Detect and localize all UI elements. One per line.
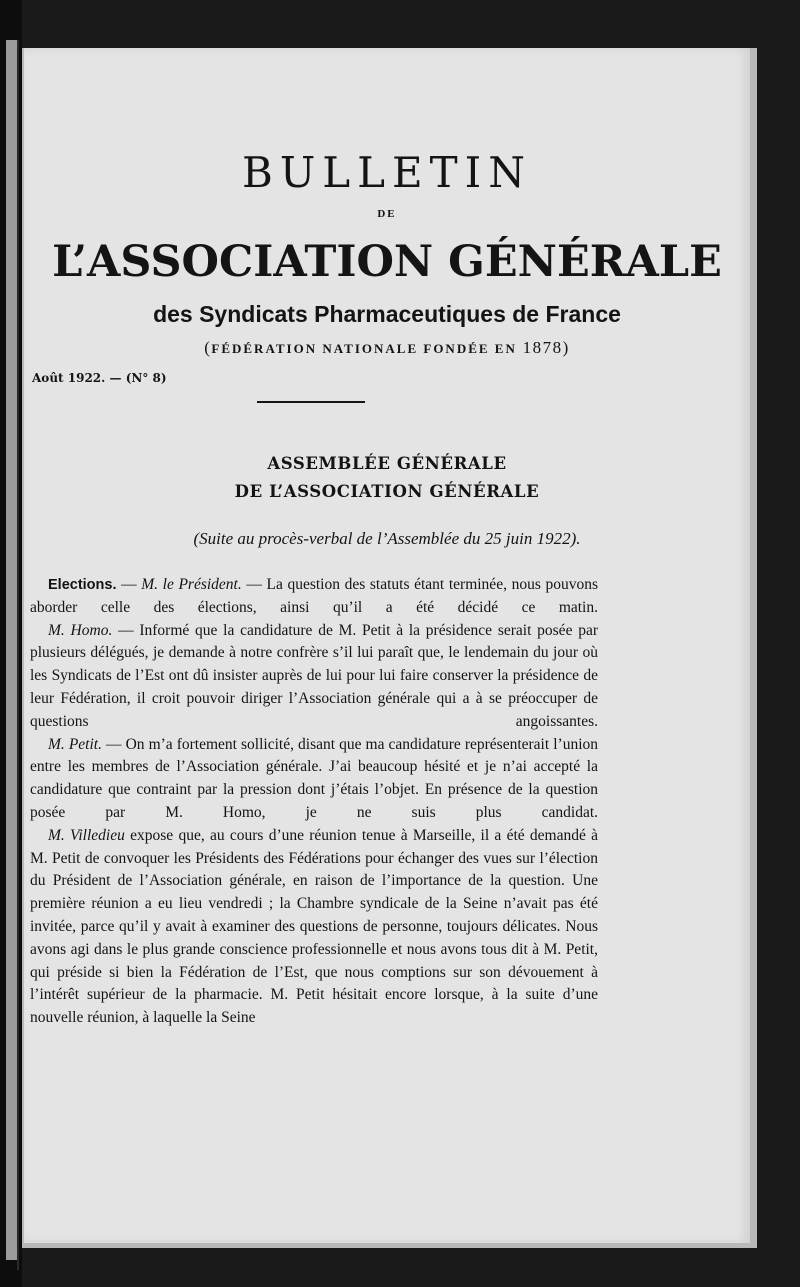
- association-subtitle: des Syndicats Pharmaceutiques de France: [153, 301, 621, 327]
- section-title-line1: ASSEMBLÉE GÉNÉRALE: [267, 454, 507, 473]
- federation-line: [24, 338, 750, 358]
- separator: —: [116, 576, 142, 593]
- title-divider: [257, 401, 365, 403]
- section-subtitle: (Suite au procès-verbal de l’Assemblée du 25 juin 1922).: [193, 529, 581, 548]
- document-page: [24, 48, 750, 1243]
- binding-gutter-line: [17, 40, 19, 1270]
- paragraph-elections: [30, 574, 598, 620]
- speaker-name: M. Petit.: [48, 735, 102, 753]
- section-title-line2: DE L’ASSOCIATION GÉNÉRALE: [234, 482, 540, 501]
- federation-year: 1878): [522, 338, 570, 357]
- issue-date: Août 1922. — (N° 8): [32, 371, 167, 385]
- title-connector: DE: [377, 208, 397, 220]
- paragraph-homo: [30, 620, 598, 734]
- paragraph-villedieu: [30, 825, 598, 1030]
- speaker-name: M. le Président.: [141, 576, 242, 593]
- paragraph-petit: [30, 734, 598, 825]
- association-title: L’ASSOCIATION GÉNÉRALE: [52, 237, 722, 287]
- paragraph-label: Elections.: [48, 577, 117, 593]
- speaker-name: M. Villedieu: [48, 826, 125, 844]
- paragraph-text: — On m’a fortement sollicité, disant que ma candidature représenterait l’union entre les membres de l’Association générale. J’ai beaucoup hésité et je n’ai accepté la candidature que contraint par la pression dont j’étais l’objet. En présence de la question posée par M. Homo, je ne suis plus candidat.: [30, 735, 598, 821]
- federation-open-paren: (: [204, 338, 212, 357]
- federation-text: FÉDÉRATION NATIONALE FONDÉE EN: [211, 341, 517, 356]
- paragraph-text: — La question des statuts étant terminée, nous pouvons aborder celle des élections, ainsi qu’il a été décidé ce matin.: [30, 576, 598, 616]
- paragraph-text: — Informé que la candidature de M. Petit à la présidence serait posée par plusieurs délégués, je demande à notre confrère s’il lui paraît que, le lendemain du jour où les Syndicats de l’Est ont dû insister auprès de lui pour lui faire conserver la présidence de leur Fédération, il croit pouvoir diriger l’Association générale qui a à se préoccuper de questions angoissantes.: [30, 621, 599, 730]
- paragraph-text: expose que, au cours d’une réunion tenue à Marseille, il a été demandé à M. Petit de convoquer les Présidents des Fédérations pour échanger des vues sur l’élection du Président de l’Association générale, en raison de l’importance de la question. Une première réunion a eu lieu vendredi ; la Chambre syndicale de la Seine n’avait pas été invitée, parce qu’il y avait à examiner des questions de personne, toujours délicates. Nous avons agi dans le plus grande conscience professionnelle et nous avons tous dit à M. Petit, qui préside si bien la Fédération de l’Est, que nous comptions sur son dévouement à l’intérêt supérieur de la pharmacie. M. Petit hésitait encore lorsque, à la suite d’une nouvelle réunion, à laquelle la Seine: [30, 826, 598, 1027]
- article-body: [30, 574, 598, 1030]
- speaker-name: M. Homo.: [48, 621, 113, 639]
- bulletin-title: BULLETIN: [241, 148, 533, 197]
